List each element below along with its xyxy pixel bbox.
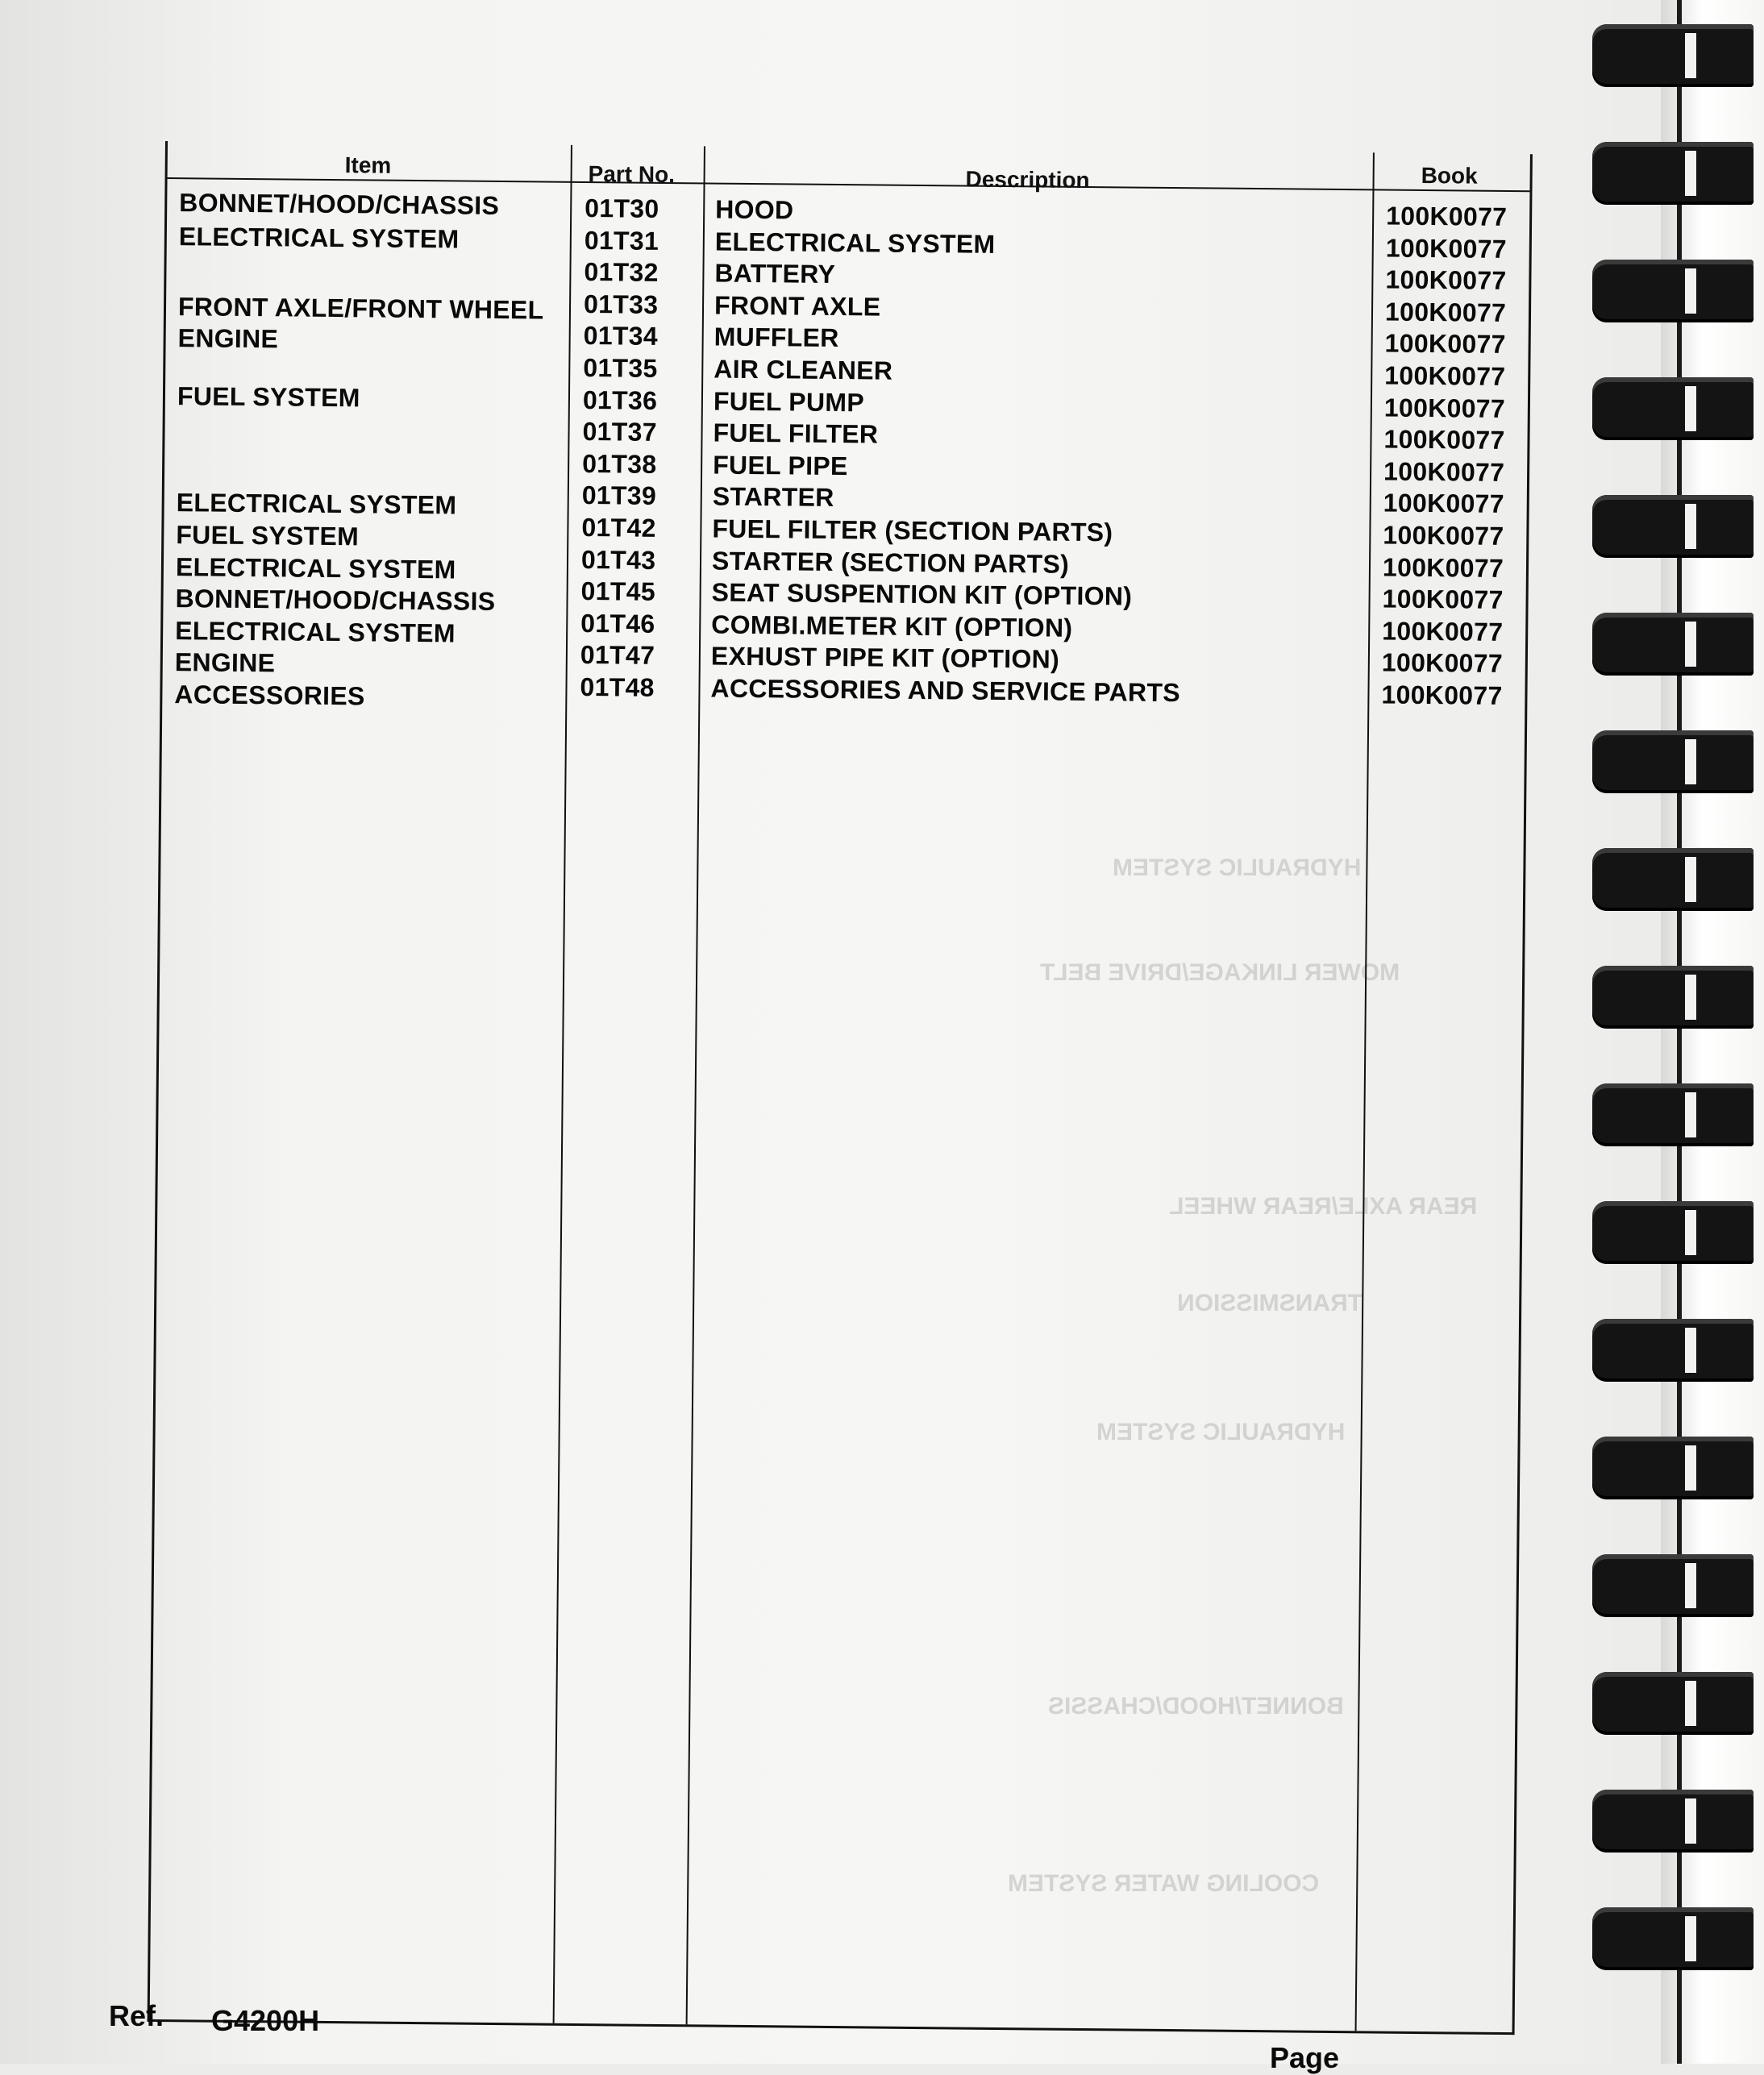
row-description: BATTERY	[714, 258, 836, 289]
header-part-no: Part No.	[588, 161, 676, 188]
binding-ring	[1592, 1672, 1754, 1735]
binding-ring	[1592, 1907, 1754, 1970]
row-book: 100K0077	[1385, 233, 1508, 264]
binding-ring-highlight	[1685, 1916, 1696, 1961]
row-description: ELECTRICAL SYSTEM	[714, 227, 996, 259]
row-part-no: 01T31	[584, 225, 659, 256]
row-description: FRONT AXLE	[714, 290, 881, 322]
binding-ring	[1592, 1437, 1754, 1499]
row-description: HOOD	[715, 194, 794, 225]
binding-ring-highlight	[1685, 151, 1696, 196]
binding-ring-highlight	[1685, 504, 1696, 549]
binding-ring	[1592, 1554, 1754, 1617]
binding-ring-highlight	[1685, 1210, 1696, 1255]
row-part-no: 01T37	[582, 417, 657, 447]
binding-ring-highlight	[1685, 1798, 1696, 1844]
row-part-no: 01T42	[581, 512, 656, 543]
binding-ring-highlight	[1685, 268, 1696, 314]
row-part-no: 01T45	[580, 576, 656, 607]
row-book: 100K0077	[1382, 616, 1504, 647]
binding-ring-highlight	[1685, 857, 1696, 902]
binding-ring	[1592, 1790, 1754, 1853]
binding-ring	[1592, 613, 1754, 676]
row-book: 100K0077	[1382, 584, 1504, 615]
row-part-no: 01T48	[580, 672, 655, 702]
column-divider	[553, 145, 572, 2023]
row-item: ENGINE	[174, 647, 276, 678]
bleed-through-text: HYDRAULIC SYSTEM	[1113, 855, 1362, 881]
row-description: FUEL PIPE	[713, 450, 848, 480]
row-item: ELECTRICAL SYSTEM	[175, 615, 456, 648]
binding-ring	[1592, 1083, 1754, 1146]
binding-ring	[1592, 730, 1754, 793]
row-book: 100K0077	[1383, 456, 1505, 487]
binding-ring	[1592, 848, 1754, 911]
row-item: ACCESSORIES	[174, 680, 365, 711]
column-divider	[686, 146, 705, 2024]
row-description: FUEL FILTER (SECTION PARTS)	[712, 514, 1113, 547]
row-book: 100K0077	[1385, 264, 1507, 296]
binding-ring	[1592, 1319, 1754, 1382]
binding-ring-highlight	[1685, 33, 1696, 78]
row-book: 100K0077	[1381, 680, 1503, 710]
binding-ring-highlight	[1685, 1092, 1696, 1137]
binding-ring-highlight	[1685, 1328, 1696, 1373]
row-description: FUEL PUMP	[713, 386, 865, 417]
row-item: ENGINE	[177, 323, 279, 354]
row-item: FUEL SYSTEM	[177, 380, 360, 412]
row-description: SEAT SUSPENTION KIT (OPTION)	[711, 577, 1133, 611]
binding-ring	[1592, 377, 1754, 440]
header-item: Item	[344, 152, 392, 178]
binding-ring	[1592, 142, 1754, 205]
row-part-no: 01T47	[580, 640, 655, 671]
row-description: AIR CLEANER	[714, 354, 893, 385]
bleed-through-text: HYDRAULIC SYSTEM	[1096, 1419, 1346, 1445]
binding-ring	[1592, 260, 1754, 322]
row-description: FUEL FILTER	[713, 418, 879, 449]
row-book: 100K0077	[1383, 520, 1504, 551]
row-book: 100K0077	[1383, 488, 1505, 519]
parts-index-table	[148, 141, 1533, 2035]
row-part-no: 01T34	[583, 321, 659, 351]
header-book: Book	[1421, 162, 1478, 189]
binding-ring-highlight	[1685, 1681, 1696, 1726]
row-part-no: 01T33	[583, 289, 659, 319]
binding-ring-highlight	[1685, 1563, 1696, 1608]
row-book: 100K0077	[1383, 393, 1506, 423]
row-part-no: 01T43	[580, 544, 656, 575]
row-item: FUEL SYSTEM	[176, 520, 360, 551]
row-item: FRONT AXLE/FRONT WHEEL	[177, 291, 544, 325]
binding-ring-highlight	[1685, 975, 1696, 1020]
row-description: COMBI.METER KIT (OPTION)	[711, 609, 1073, 642]
row-item: ELECTRICAL SYSTEM	[178, 221, 460, 254]
row-part-no: 01T39	[581, 480, 657, 511]
row-description: STARTER	[712, 481, 834, 513]
bleed-through-text: MOWER LINKAGE/DRIVE BELT	[1040, 959, 1400, 986]
binding-ring-highlight	[1685, 739, 1696, 784]
binding-ring	[1592, 495, 1754, 558]
row-description: STARTER (SECTION PARTS)	[711, 546, 1070, 579]
row-item: BONNET/HOOD/CHASSIS	[179, 188, 500, 220]
row-description: ACCESSORIES AND SERVICE PARTS	[710, 673, 1181, 708]
bleed-through-text: BONNET/HOOD/CHASSIS	[1048, 1693, 1344, 1719]
row-item: ELECTRICAL SYSTEM	[176, 488, 457, 520]
row-part-no: 01T38	[582, 448, 657, 479]
row-book: 100K0077	[1383, 424, 1505, 455]
binding-ring	[1592, 24, 1754, 87]
row-description: MUFFLER	[714, 322, 839, 353]
binding-ring	[1592, 966, 1754, 1029]
row-book: 100K0077	[1381, 647, 1504, 679]
footer-model: G4200H	[211, 2004, 320, 2037]
row-item: ELECTRICAL SYSTEM	[175, 551, 456, 584]
row-book: 100K0077	[1384, 297, 1507, 327]
row-book: 100K0077	[1384, 360, 1506, 391]
row-book: 100K0077	[1382, 552, 1504, 583]
row-part-no: 01T46	[580, 608, 655, 638]
column-divider	[1355, 152, 1375, 2031]
row-book: 100K0077	[1384, 328, 1506, 360]
binding-ring-highlight	[1685, 622, 1696, 667]
bleed-through-text: COOLING WATER SYSTEM	[1008, 1870, 1320, 1897]
bleed-through-text: TRANSMISSION	[1177, 1290, 1363, 1316]
binding-ring	[1592, 1201, 1754, 1264]
row-part-no: 01T36	[582, 385, 658, 415]
row-part-no: 01T30	[585, 193, 659, 223]
header-description: Description	[965, 166, 1090, 193]
footer-page-label: Page	[1270, 2041, 1340, 2074]
row-description: EXHUST PIPE KIT (OPTION)	[710, 641, 1060, 675]
row-part-no: 01T32	[584, 257, 659, 288]
binding-ring-highlight	[1685, 386, 1696, 431]
row-item: BONNET/HOOD/CHASSIS	[175, 584, 496, 617]
footer-ref-label: Ref.	[109, 1999, 164, 2032]
row-book: 100K0077	[1386, 201, 1508, 231]
row-part-no: 01T35	[583, 352, 658, 383]
bleed-through-text: REAR AXLE/REAR WHEEL	[1169, 1193, 1478, 1220]
binding-ring-highlight	[1685, 1445, 1696, 1491]
